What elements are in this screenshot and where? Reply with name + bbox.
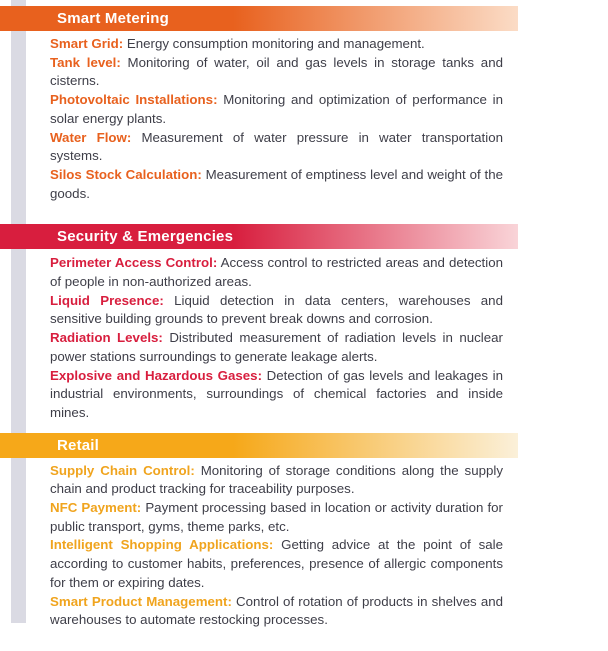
item-description: Monitoring and optimization of performance in solar energy plants. <box>50 92 503 126</box>
item-description: Liquid detection in data centers, warehouses and sensitive building grounds to prevent break downs and corrosion. <box>50 292 503 327</box>
application-item <box>50 462 503 499</box>
item-description: Energy consumption monitoring and management. <box>126 36 425 51</box>
section-smart-metering <box>0 6 608 203</box>
item-label: Smart Product Management: <box>50 593 232 609</box>
section-items <box>50 254 503 422</box>
application-item <box>50 35 503 54</box>
item-description: Detection of gas levels and leakages in industrial environments, surroundings of chemical factories and inside mines. <box>50 367 503 420</box>
application-item <box>50 54 503 91</box>
item-description: Control of rotation of products in shelves and warehouses to automate restocking processes. <box>50 593 504 628</box>
application-item <box>50 91 503 128</box>
item-label: Water Flow: <box>50 129 132 145</box>
item-description: Measurement of emptiness level and weight of the goods. <box>50 166 504 201</box>
application-item <box>50 166 503 203</box>
item-description: Getting advice at the point of sale according to customer habits, preferences, presence of allergic components for them or expiring dates. <box>50 537 503 590</box>
item-description: Access control to restricted areas and detection of people in non-authorized areas. <box>50 255 503 290</box>
application-item <box>50 254 503 291</box>
application-item <box>50 129 503 166</box>
section-items <box>50 462 503 630</box>
application-item <box>50 367 503 423</box>
section-title: Security & Emergencies <box>57 228 234 246</box>
item-description: Monitoring of storage conditions along the supply chain and product tracking for traceability purposes. <box>50 462 503 497</box>
section-title: Retail <box>57 436 100 454</box>
application-item <box>50 499 503 536</box>
item-label: Smart Grid: <box>50 36 124 51</box>
section-header-bar <box>0 6 518 31</box>
application-item <box>50 292 503 329</box>
item-label: Photovoltaic Installations: <box>50 92 218 108</box>
item-description: Payment processing based in location or activity duration for public transport, gyms, theme parks, etc. <box>50 500 503 534</box>
item-label: Explosive and Hazardous Gases: <box>50 367 262 383</box>
item-label: Silos Stock Calculation: <box>50 166 202 182</box>
section-security-emergencies <box>0 224 608 422</box>
section-retail <box>0 433 608 630</box>
item-label: Supply Chain Control: <box>50 462 195 478</box>
item-label: NFC Payment: <box>50 500 142 516</box>
application-item <box>50 329 503 366</box>
item-label: Intelligent Shopping Applications: <box>50 537 274 553</box>
section-items <box>50 35 503 203</box>
item-label: Perimeter Access Control: <box>50 255 218 271</box>
application-item <box>50 536 503 592</box>
item-description: Measurement of water pressure in water transportation systems. <box>50 129 503 164</box>
application-item <box>50 593 503 630</box>
section-header-bar <box>0 224 518 249</box>
item-label: Liquid Presence: <box>50 292 164 308</box>
item-description: Monitoring of water, oil and gas levels in storage tanks and cisterns. <box>50 54 503 89</box>
item-description: Distributed measurement of radiation levels in nuclear power stations surroundings to generate leakage alerts. <box>50 330 503 364</box>
item-label: Radiation Levels: <box>50 330 163 346</box>
item-label: Tank level: <box>50 54 121 70</box>
section-title: Smart Metering <box>57 10 169 27</box>
section-header-bar <box>0 433 518 458</box>
